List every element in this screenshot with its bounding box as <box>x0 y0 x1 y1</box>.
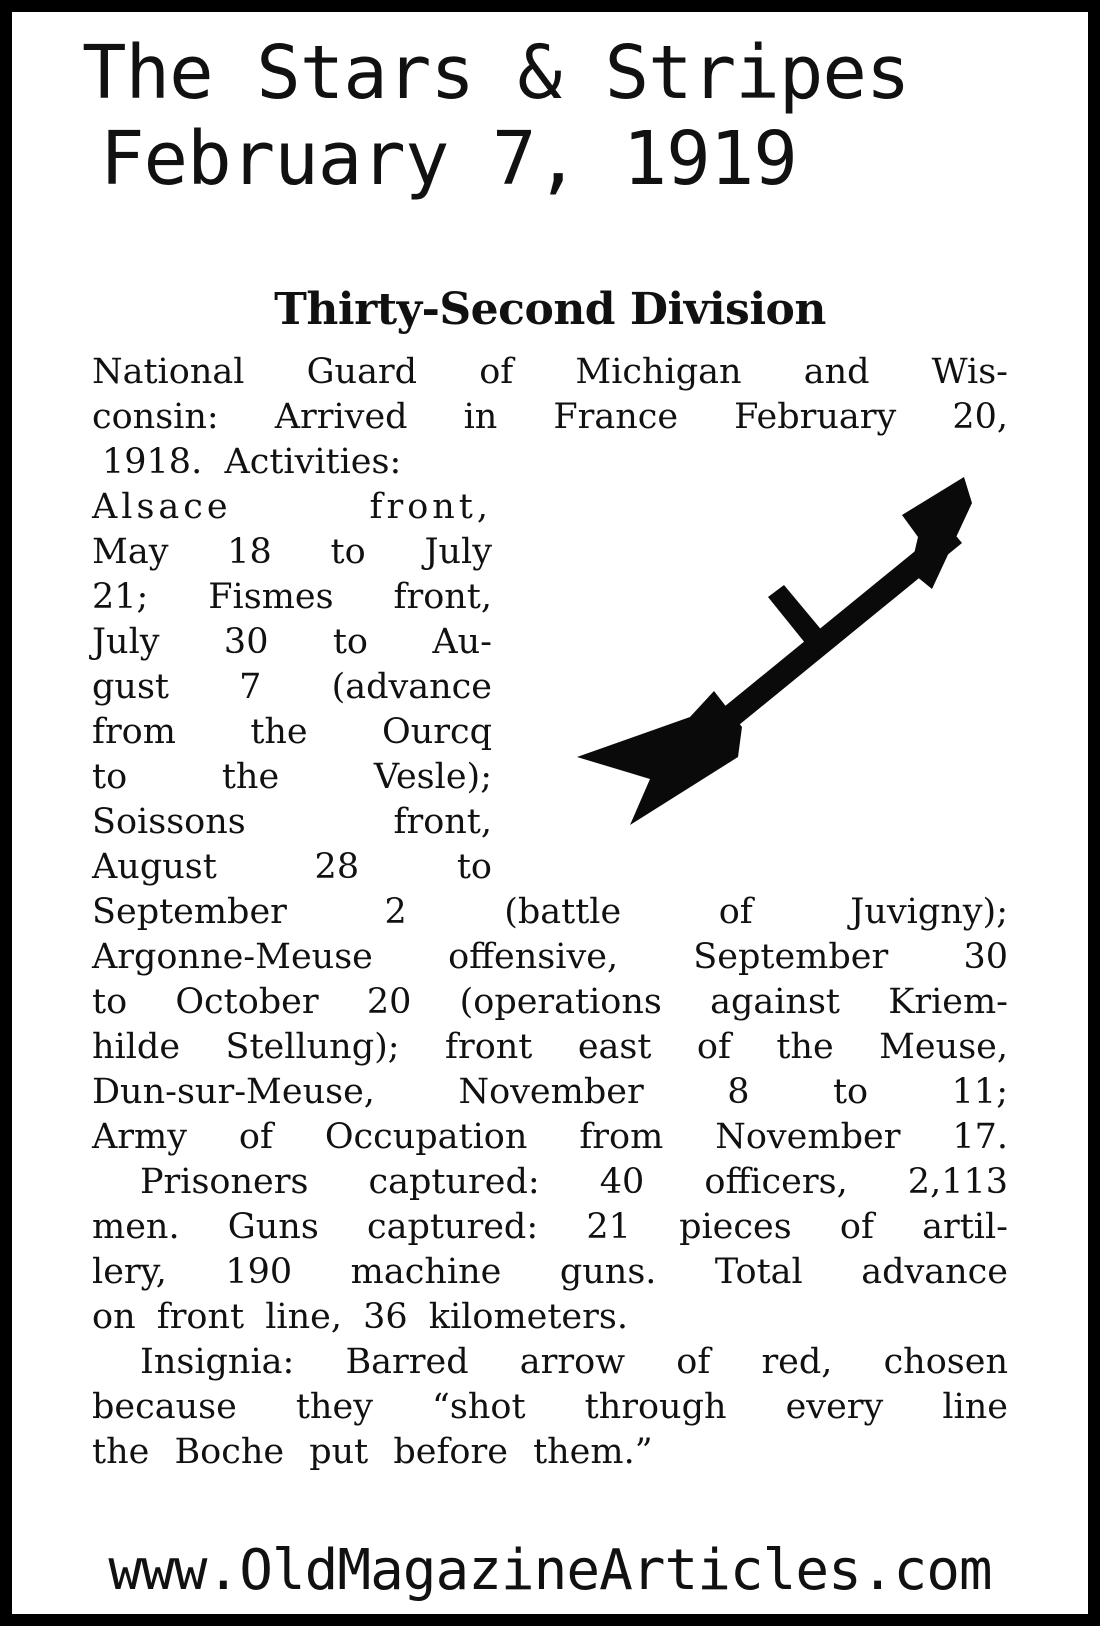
clipping-page <box>12 12 1088 1614</box>
masthead-title: The Stars & Stripes <box>82 30 910 116</box>
article-line: 1918. Activities: <box>102 442 402 482</box>
article-line: Prisoners captured: 40 officers, 2,113 <box>140 1162 1008 1202</box>
article-line: August 28 to <box>92 847 492 887</box>
article-line: lery, 190 machine guns. Total advance <box>92 1252 1008 1292</box>
article-line: from the Ourcq <box>92 712 492 752</box>
article-line: Insignia: Barred arrow of red, chosen <box>140 1342 1008 1382</box>
article-line: Argonne-Meuse offensive, September 30 <box>92 937 1008 977</box>
article-line: because they “shot through every line <box>92 1387 1008 1427</box>
masthead <box>82 30 909 202</box>
article-line: May 18 to July <box>92 532 492 572</box>
article-line: July 30 to Au- <box>92 622 492 662</box>
article-line: to the Vesle); <box>92 757 492 797</box>
barred-arrow-icon <box>572 467 1012 847</box>
article-line: 21; Fismes front, <box>92 577 492 617</box>
article-line: consin: Arrived in France February 20, <box>92 397 1008 437</box>
article-line: National Guard of Michigan and Wis- <box>92 352 1008 392</box>
article-line: to October 20 (operations against Kriem- <box>92 982 1008 1022</box>
article-line: on front line, 36 kilometers. <box>92 1297 628 1337</box>
source-url: www.OldMagazineArticles.com <box>108 1538 992 1603</box>
article-line: hilde Stellung); front east of the Meuse, <box>92 1027 1008 1067</box>
article-line: men. Guns captured: 21 pieces of artil- <box>92 1207 1008 1247</box>
article-headline: Thirty-Second Division <box>274 284 826 335</box>
article-line: gust 7 (advance <box>92 667 492 707</box>
article-line: Alsace front, <box>92 487 492 527</box>
article-line: September 2 (battle of Juvigny); <box>92 892 1008 932</box>
article-line: Dun-sur-Meuse, November 8 to 11; <box>92 1072 1008 1112</box>
article-line: Soissons front, <box>92 802 492 842</box>
masthead-date: February 7, 1919 <box>100 116 797 202</box>
article-line: Army of Occupation from November 17. <box>92 1117 1008 1157</box>
article-line: the Boche put before them.” <box>92 1432 653 1472</box>
